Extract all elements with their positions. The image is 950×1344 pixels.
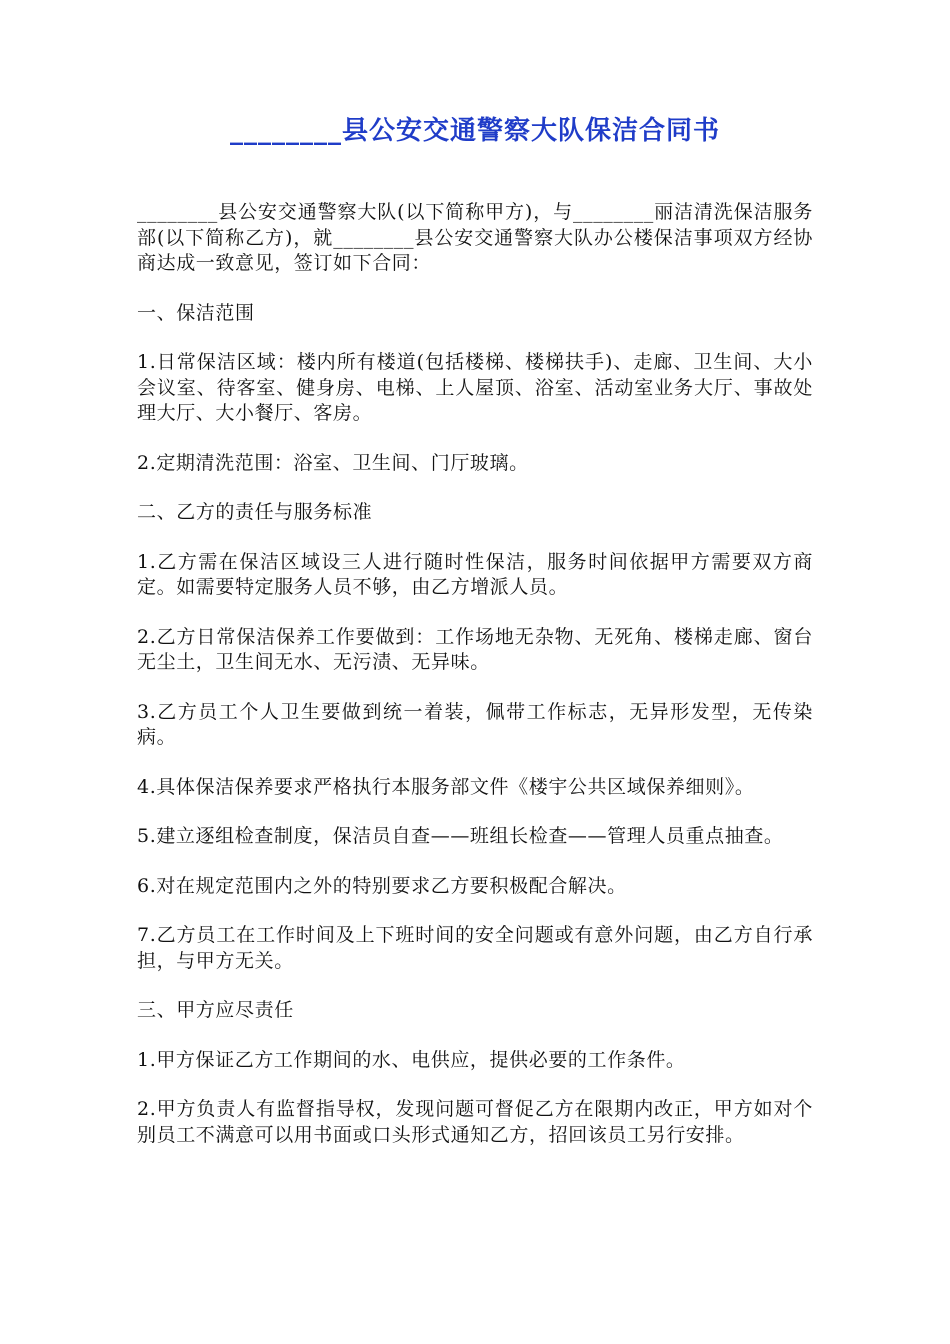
- document-body: [137, 200, 813, 1172]
- clause-paragraph: 2.乙方日常保洁保养工作要做到：工作场地无杂物、无死角、楼梯走廊、窗台无尘土，卫生间无水、无污渍、无异味。: [137, 625, 813, 673]
- clause-paragraph: 6.对在规定范围内之外的特别要求乙方要积极配合解决。: [137, 874, 627, 897]
- clause-paragraph: 4.具体保洁保养要求严格执行本服务部文件《楼宇公共区域保养细则》。: [137, 775, 755, 798]
- clause-paragraph: 1.甲方保证乙方工作期间的水、电供应，提供必要的工作条件。: [137, 1048, 686, 1071]
- intro-paragraph: ________县公安交通警察大队(以下简称甲方)，与________丽洁清洗保洁服务部(以下简称乙方)，就________县公安交通警察大队办公楼保洁事项双方经协商达成一致意见，签订如下合同：: [137, 201, 813, 274]
- section-heading: 二、乙方的责任与服务标准: [137, 501, 373, 523]
- section-heading: 一、保洁范围: [137, 301, 255, 324]
- clause-paragraph: 1.日常保洁区域：楼内所有楼道(包括楼梯、楼梯扶手)、走廊、卫生间、大小会议室、待客室、健身房、电梯、上人屋顶、浴室、活动室业务大厅、事故处理大厅、大小餐厅、客房。: [137, 351, 813, 424]
- document-title: ________县公安交通警察大队保洁合同书: [229, 116, 720, 146]
- clause-paragraph: 5.建立逐组检查制度，保洁员自查——班组长检查——管理人员重点抽查。: [137, 825, 784, 847]
- clause-paragraph: 3.乙方员工个人卫生要做到统一着装，佩带工作标志，无异形发型，无传染病。: [137, 700, 813, 748]
- clause-paragraph: 7.乙方员工在工作时间及上下班时间的安全问题或有意外问题，由乙方自行承担，与甲方无关。: [137, 924, 813, 972]
- clause-paragraph: 2.甲方负责人有监督指导权，发现问题可督促乙方在限期内改正，甲方如对个别员工不满意可以用书面或口头形式通知乙方，招回该员工另行安排。: [137, 1098, 813, 1146]
- clause-paragraph: 1.乙方需在保洁区域设三人进行随时性保洁，服务时间依据甲方需要双方商定。如需要特定服务人员不够，由乙方增派人员。: [137, 550, 813, 598]
- section-heading: 三、甲方应尽责任: [137, 999, 294, 1021]
- clause-paragraph: 2.定期清洗范围：浴室、卫生间、门厅玻璃。: [137, 451, 529, 474]
